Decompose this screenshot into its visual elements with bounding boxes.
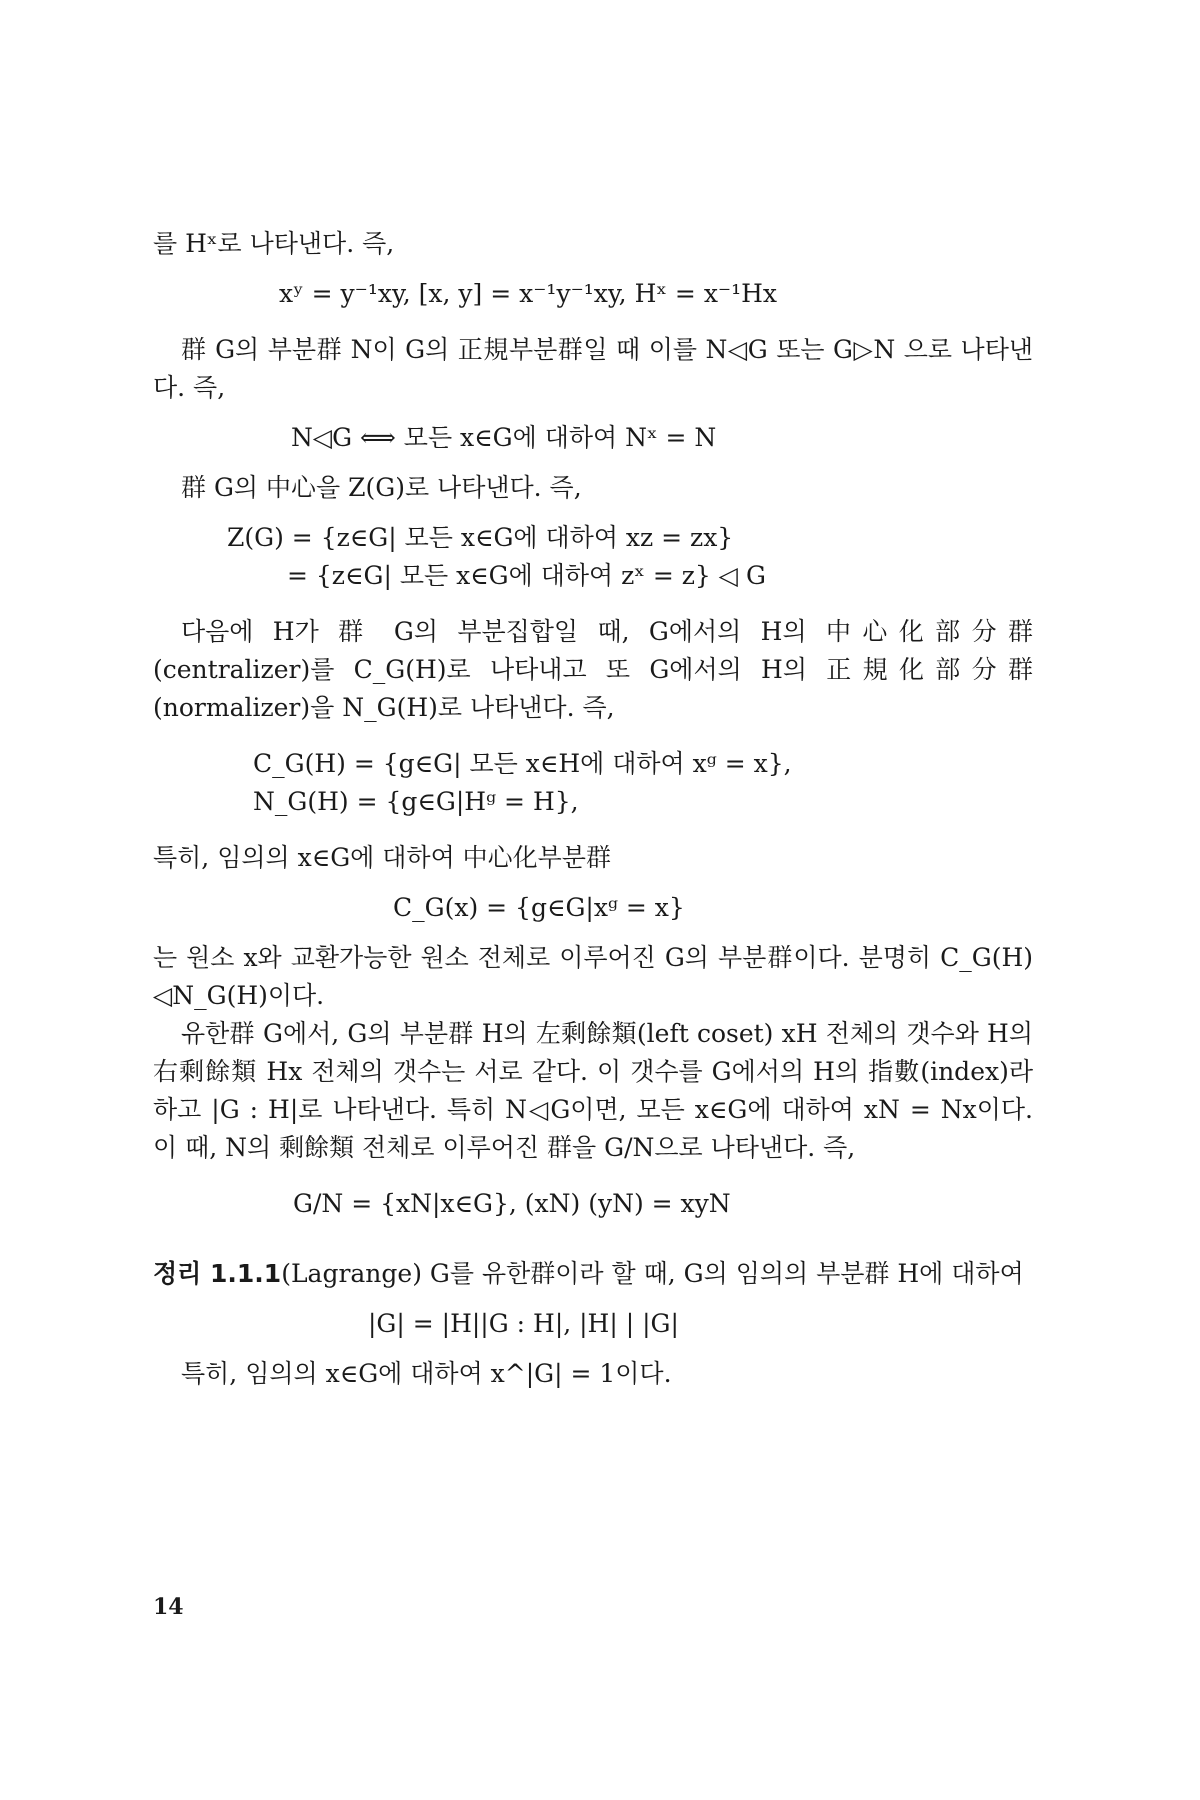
paragraph-center: 群 G의 中心을 Z(G)로 나타낸다. 즉,: [181, 473, 582, 502]
page-number: 14: [153, 1594, 184, 1620]
paragraph-element-centralizer: 특히, 임의의 x∈G에 대하여 中心化부분群: [153, 843, 611, 872]
equation-centralizer: C_G(H) = {g∈G| 모든 x∈H에 대하여 xᵍ = x},: [253, 749, 792, 778]
equation-quotient-group: G/N = {xN|x∈G}, (xN) (yN) = xyN: [293, 1189, 731, 1218]
paragraph-commuting: 는 원소 x와 교환가능한 원소 전체로 이루어진 G의 부분群이다. 분명히 C_G(H) ◁N_G(H)이다.: [153, 943, 1033, 1010]
equation-normal: N◁G ⟺ 모든 x∈G에 대하여 Nˣ = N: [291, 423, 717, 452]
paragraph-1: 를 Hˣ로 나타낸다. 즉,: [153, 229, 395, 258]
equation-normalizer: N_G(H) = {g∈G|Hᵍ = H},: [253, 787, 579, 816]
theorem-label: 정리 1.1.1: [153, 1259, 282, 1288]
theorem-text: (Lagrange) G를 유한群이라 할 때, G의 임의의 부분群 H에 대하여: [281, 1259, 1024, 1288]
paragraph-normal-subgroup: 群 G의 부분群 N이 G의 正規부분群일 때 이를 N◁G 또는 G▷N 으로 나타낸다. 즉,: [153, 335, 1033, 402]
paragraph-coset-index: 유한群 G에서, G의 부분群 H의 左剩餘類(left coset) xH 전체의 갯수와 H의 右剩餘類 Hx 전체의 갯수는 서로 같다. 이 갯수를 G에서의 H의 指數(index)라 하고 |G : H|로 나타낸다. 특히 N◁G이면, 모든 x∈G에 대하여 xN = Nx이다. 이 때, N의 剩餘類 전체로 이루어진 群을 G/N으로 나타낸다. 즉,: [153, 1019, 1033, 1162]
theorem-lagrange: [153, 1255, 1033, 1293]
equation-conjugate: xʸ = y⁻¹xy, [x, y] = x⁻¹y⁻¹xy, Hˣ = x⁻¹Hx: [279, 279, 778, 308]
equation-center-a: Z(G) = {z∈G| 모든 x∈G에 대하여 xz = zx}: [227, 523, 734, 552]
equation-lagrange: |G| = |H||G : H|, |H| | |G|: [368, 1309, 679, 1338]
paragraph-centralizer: 다음에 H가 群 G의 부분집합일 때, G에서의 H의 中心化部分群 (centralizer)를 C_G(H)로 나타내고 또 G에서의 H의 正規化部分群 (normalizer)을 N_G(H)로 나타낸다. 즉,: [153, 617, 1033, 722]
equation-element-centralizer: C_G(x) = {g∈G|xᵍ = x}: [393, 893, 685, 922]
equation-center-b: = {z∈G| 모든 x∈G에 대하여 zˣ = z} ◁ G: [287, 561, 766, 590]
page-content: [153, 225, 1033, 1393]
paragraph-order-power: 특히, 임의의 x∈G에 대하여 x^|G| = 1이다.: [181, 1359, 672, 1388]
